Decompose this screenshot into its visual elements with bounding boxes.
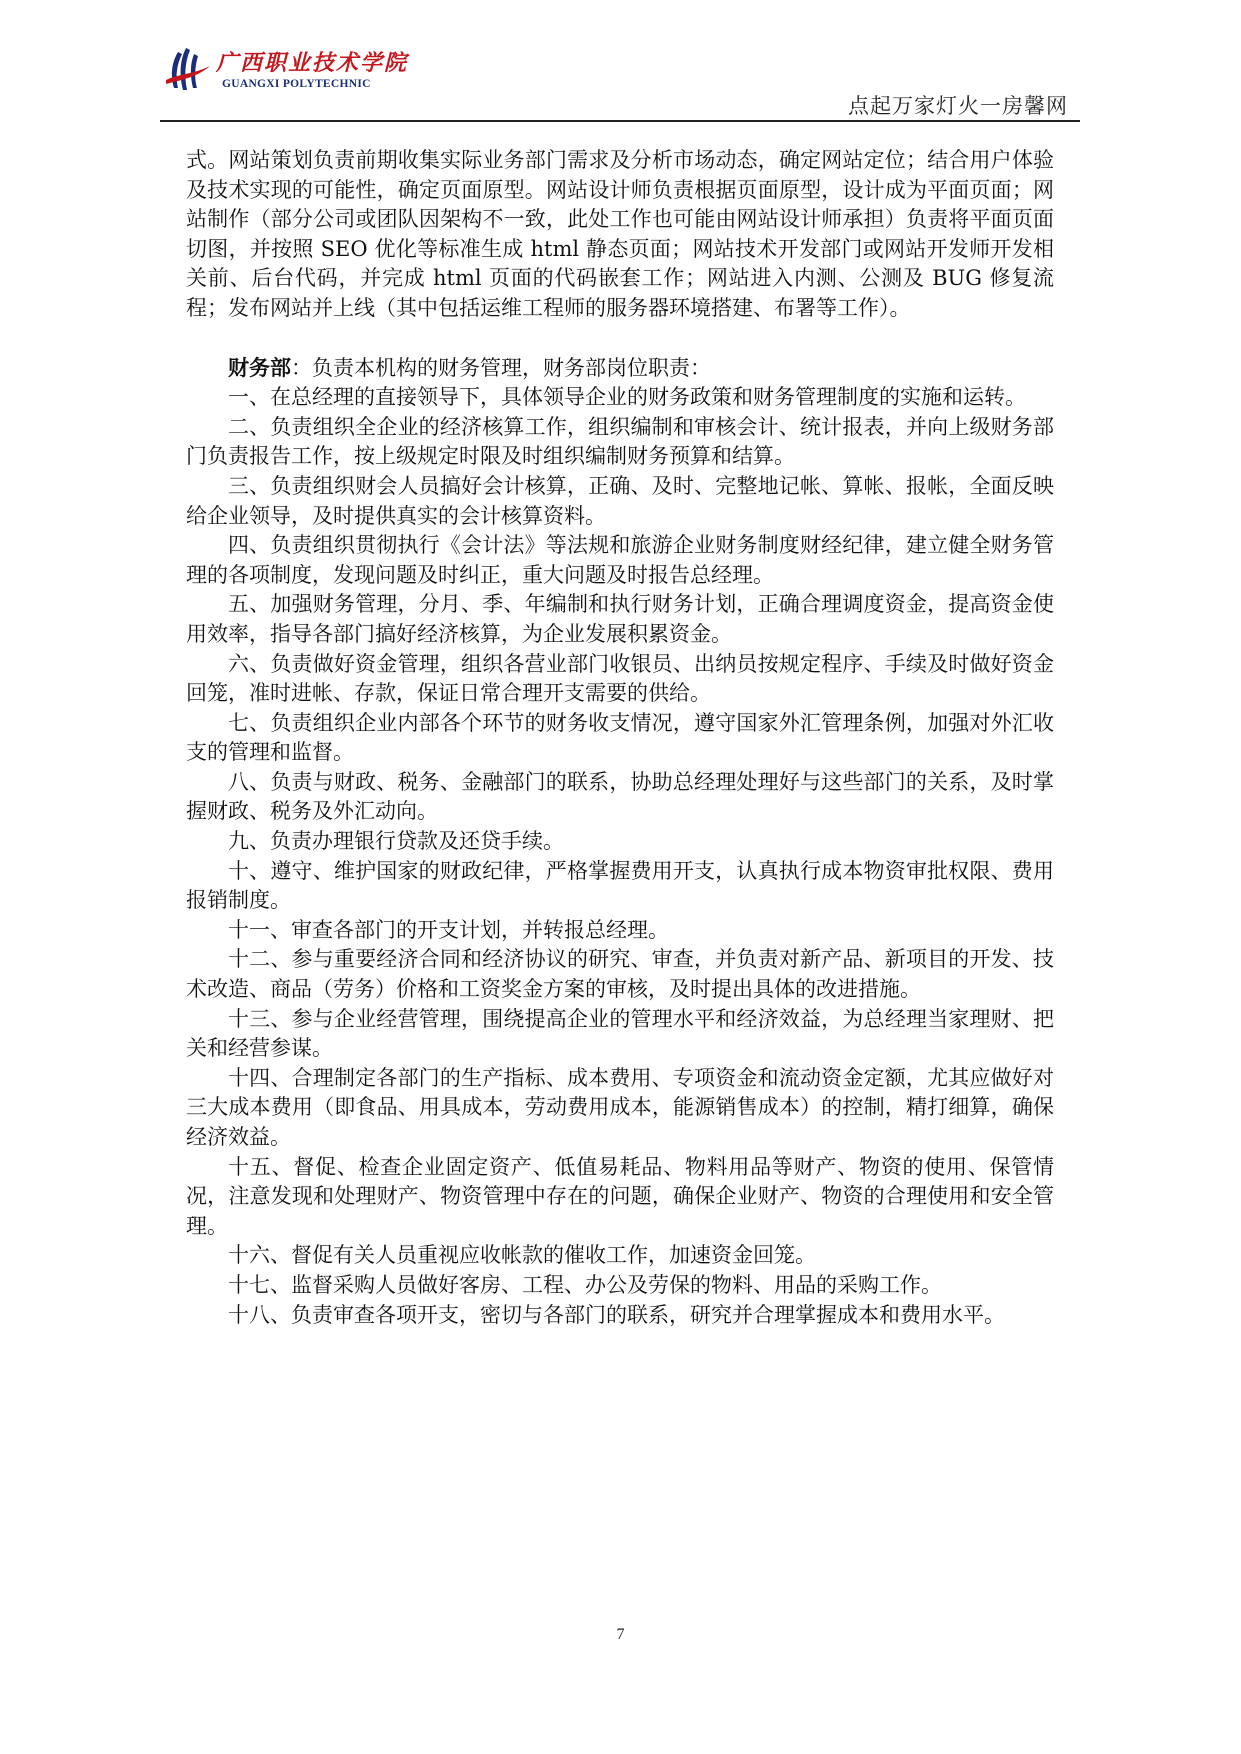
duty-item: 八、负责与财政、税务、金融部门的联系，协助总经理处理好与这些部门的关系，及时掌握财政、税务及外汇动向。 (186, 769, 1054, 824)
section-heading-text: ：负责本机构的财务管理，财务部岗位职责： (291, 355, 711, 380)
page-header (160, 40, 1080, 124)
duty-item: 十、遵守、维护国家的财政纪律，严格掌握费用开支，认真执行成本物资审批权限、费用报销制度。 (186, 858, 1054, 913)
duty-item: 十六、督促有关人员重视应收帐款的催收工作，加速资金回笼。 (228, 1243, 816, 1268)
logo-english-name: GUANGXI POLYTECHNIC (222, 78, 371, 90)
duty-item: 二、负责组织全企业的经济核算工作，组织编制和审核会计、统计报表，并向上级财务部门负责报告工作，按上级规定时限及时组织编制财务预算和结算。 (186, 414, 1054, 469)
duty-item: 一、在总经理的直接领导下，具体领导企业的财务政策和财务管理制度的实施和运转。 (228, 385, 1026, 410)
page-number: 7 (616, 1626, 625, 1643)
college-logo (160, 44, 420, 104)
intro-paragraph: 式。网站策划负责前期收集实际业务部门需求及分析市场动态，确定网站定位；结合用户体验及技术实现的可能性，确定页面原型。网站设计师负责根据页面原型，设计成为平面页面；网站制作（部分公司或团队因架构不一致，此处工作也可能由网站设计师承担）负责将平面页面切图，并按照 SEO 优化等标准生成 html 静态页面；网站技术开发部门或网站开发师开发相关前、后台代码，并完成 html 页面的代码嵌套工作；网站进入内测、公测及 BUG 修复流程；发布网站并上线（其中包括运维工程师的服务器环境搭建、布署等工作）。 (186, 148, 1054, 320)
logo-chinese-name: 广西职业技术学院 (216, 50, 409, 76)
duty-item: 五、加强财务管理，分月、季、年编制和执行财务计划，正确合理调度资金，提高资金使用效率，指导各部门搞好经济核算，为企业发展积累资金。 (186, 592, 1054, 646)
duty-item: 七、负责组织企业内部各个环节的财务收支情况，遵守国家外汇管理条例，加强对外汇收支的管理和监督。 (186, 710, 1054, 765)
duty-item: 十二、参与重要经济合同和经济协议的研究、审查，并负责对新产品、新项目的开发、技术改造、商品（劳务）价格和工资奖金方案的审核，及时提出具体的改进措施。 (186, 947, 1054, 1002)
duty-item: 六、负责做好资金管理，组织各营业部门收银员、出纳员按规定程序、手续及时做好资金回笼，准时进帐、存款，保证日常合理开支需要的供给。 (186, 651, 1054, 706)
section-heading-label: 财务部 (228, 354, 291, 380)
header-divider (160, 120, 1080, 122)
document-body (186, 146, 1054, 1330)
duty-item: 十八、负责审查各项开支，密切与各部门的联系，研究并合理掌握成本和费用水平。 (228, 1302, 1005, 1327)
duty-item: 十七、监督采购人员做好客房、工程、办公及劳保的物料、用品的采购工作。 (228, 1272, 942, 1297)
college-emblem-icon (164, 44, 212, 94)
duty-item: 四、负责组织贯彻执行《会计法》等法规和旅游企业财务制度财经纪律，建立健全财务管理的各项制度，发现问题及时纠正，重大问题及时报告总经理。 (186, 533, 1054, 587)
duty-item: 十四、合理制定各部门的生产指标、成本费用、专项资金和流动资金定额，尤其应做好对三大成本费用（即食品、用具成本，劳动费用成本，能源销售成本）的控制，精打细算，确保经济效益。 (186, 1065, 1054, 1149)
header-title: 点起万家灯火一房馨网 (848, 94, 1068, 118)
duty-item: 十三、参与企业经营管理，围绕提高企业的管理水平和经济效益，为总经理当家理财、把关和经营参谋。 (186, 1006, 1054, 1061)
duty-item: 十五、督促、检查企业固定资产、低值易耗品、物料用品等财产、物资的使用、保管情况，注意发现和处理财产、物资管理中存在的问题，确保企业财产、物资的合理使用和安全管理。 (186, 1154, 1054, 1238)
duty-item: 九、负责办理银行贷款及还贷手续。 (228, 829, 564, 854)
duty-item: 十一、审查各部门的开支计划，并转报总经理。 (228, 917, 669, 942)
duty-item: 三、负责组织财会人员搞好会计核算，正确、及时、完整地记帐、算帐、报帐，全面反映给企业领导，及时提供真实的会计核算资料。 (186, 473, 1054, 528)
section-heading (186, 353, 1054, 384)
